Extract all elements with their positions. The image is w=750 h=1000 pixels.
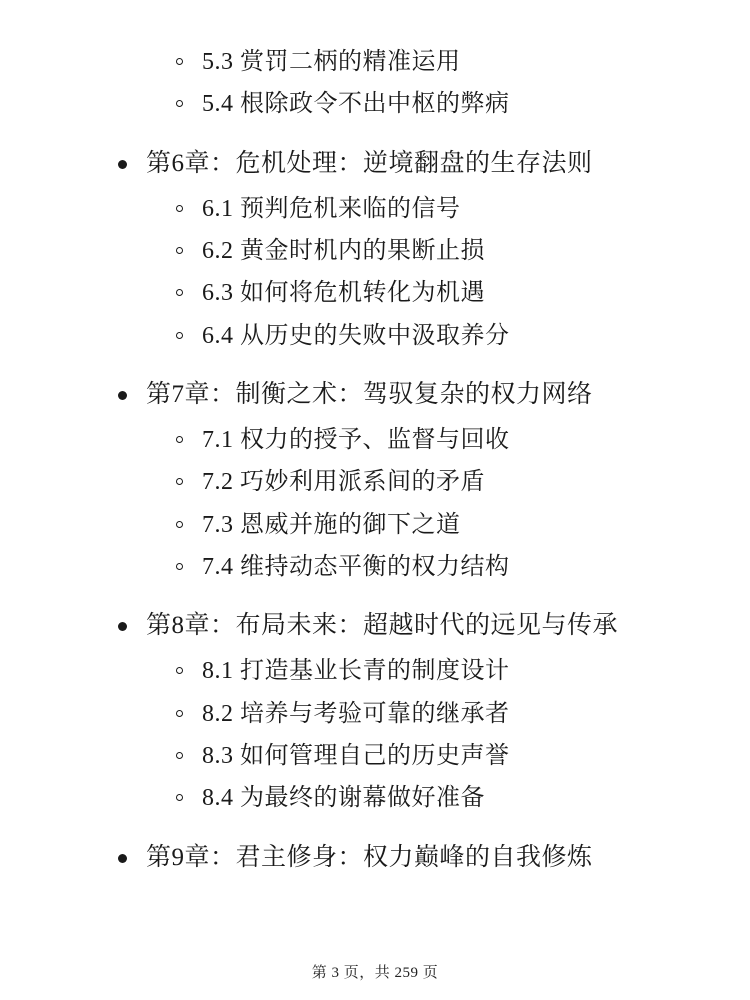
toc-section-entry[interactable]: 8.4 为最终的谢幕做好准备: [170, 782, 690, 814]
toc-section-entry[interactable]: 7.1 权力的授予、监督与回收: [170, 424, 690, 456]
toc-section-entry[interactable]: 6.3 如何将危机转化为机遇: [170, 277, 690, 309]
toc-chapter-entry[interactable]: 第8章：布局未来：超越时代的远见与传承: [112, 609, 690, 643]
toc-section-entry[interactable]: 7.4 维持动态平衡的权力结构: [170, 551, 690, 583]
toc-chapter-entry[interactable]: 第7章：制衡之术：驾驭复杂的权力网络: [112, 378, 690, 412]
toc-section-entry[interactable]: 5.4 根除政令不出中枢的弊病: [170, 88, 690, 120]
toc-section-entry[interactable]: 6.1 预判危机来临的信号: [170, 193, 690, 225]
table-of-contents: [60, 46, 690, 874]
toc-section-entry[interactable]: 7.3 恩威并施的御下之道: [170, 509, 690, 541]
toc-chapter-entry[interactable]: 第6章：危机处理：逆境翻盘的生存法则: [112, 147, 690, 181]
toc-section-entry[interactable]: 5.3 赏罚二柄的精准运用: [170, 46, 690, 78]
toc-section-entry[interactable]: 7.2 巧妙利用派系间的矛盾: [170, 466, 690, 498]
toc-chapter-entry[interactable]: 第9章：君主修身：权力巅峰的自我修炼: [112, 841, 690, 875]
toc-section-entry[interactable]: 8.3 如何管理自己的历史声誉: [170, 740, 690, 772]
page-footer: 第 3 页，共 259 页: [311, 965, 439, 981]
toc-section-entry[interactable]: 6.2 黄金时机内的果断止损: [170, 235, 690, 267]
toc-section-entry[interactable]: 8.2 培养与考验可靠的继承者: [170, 698, 690, 730]
toc-section-entry[interactable]: 6.4 从历史的失败中汲取养分: [170, 320, 690, 352]
toc-section-entry[interactable]: 8.1 打造基业长青的制度设计: [170, 655, 690, 687]
